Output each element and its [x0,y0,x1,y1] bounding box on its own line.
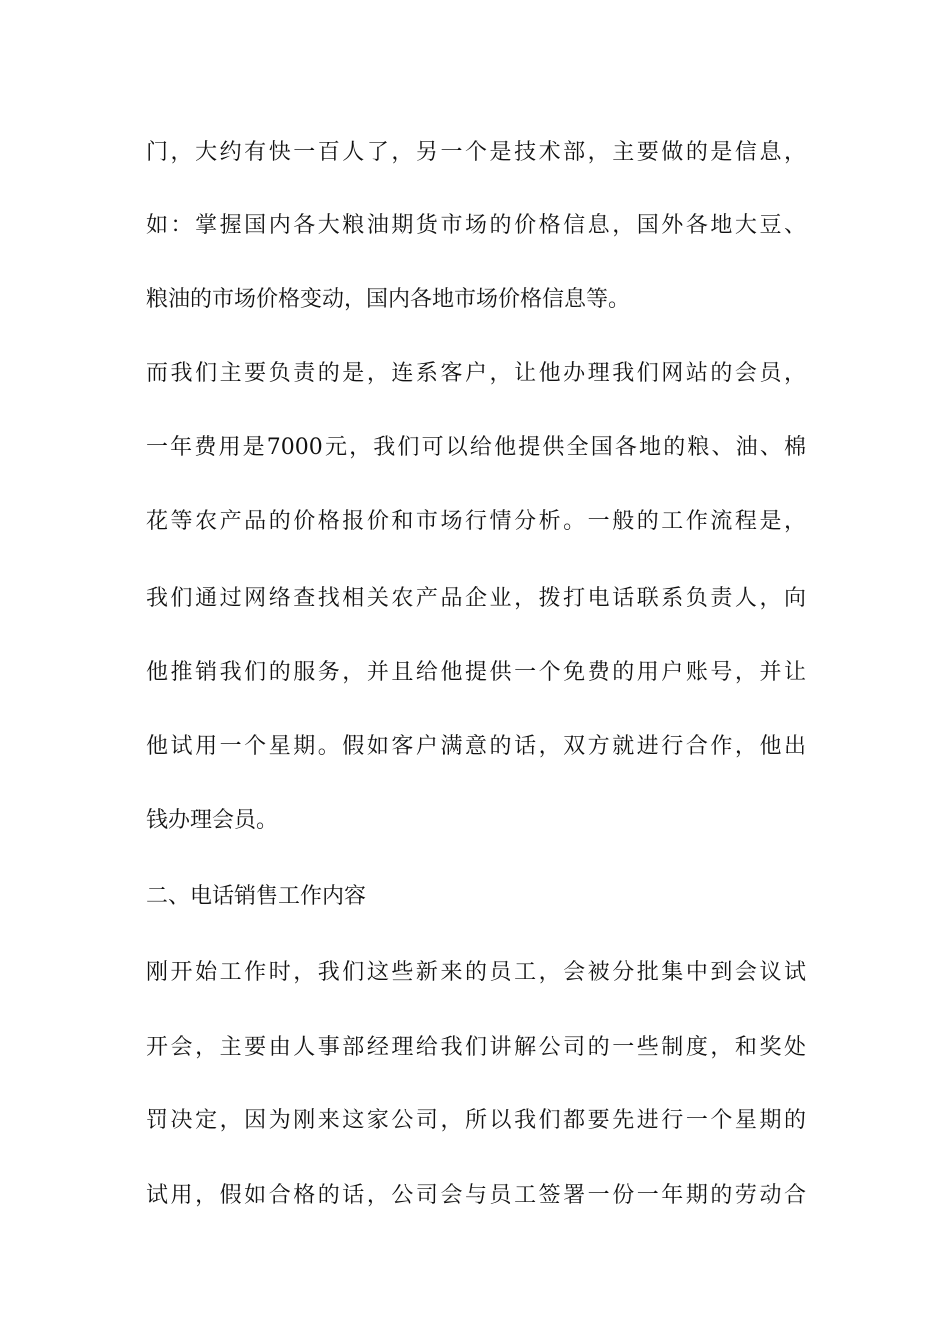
text-line: 开会，主要由人事部经理给我们讲解公司的一些制度，和奖处 [146,1035,806,1060]
text-line: 他试用一个星期。假如客户满意的话，双方就进行合作，他出 [146,734,806,759]
text-line: 钱办理会员。 [146,808,279,833]
text-line: 我们通过网络查找相关农产品企业，拨打电话联系负责人，向 [146,586,806,611]
text-line: 罚决定，因为刚来这家公司，所以我们都要先进行一个星期的 [146,1108,806,1133]
text-line: 试用，假如合格的话，公司会与员工签署一份一年期的劳动合 [146,1183,806,1208]
text-line: 花等农产品的价格报价和市场行情分析。一般的工作流程是， [146,509,806,534]
text-line: 粮油的市场价格变动，国内各地市场价格信息等。 [146,287,631,312]
text-line: 而我们主要负责的是，连系客户，让他办理我们网站的会员， [146,361,806,386]
text-line: 刚开始工作时，我们这些新来的员工，会被分批集中到会议试 [146,960,806,985]
section-heading: 二、电话销售工作内容 [146,884,367,909]
text-line: 如：掌握国内各大粮油期货市场的价格信息，国外各地大豆、 [146,213,806,238]
text-line: 门，大约有快一百人了，另一个是技术部，主要做的是信息， [146,140,806,165]
text-line: 一年费用是7000元，我们可以给他提供全国各地的粮、油、棉 [146,435,806,460]
text-line: 他推销我们的服务，并且给他提供一个免费的用户账号，并让 [146,660,806,685]
